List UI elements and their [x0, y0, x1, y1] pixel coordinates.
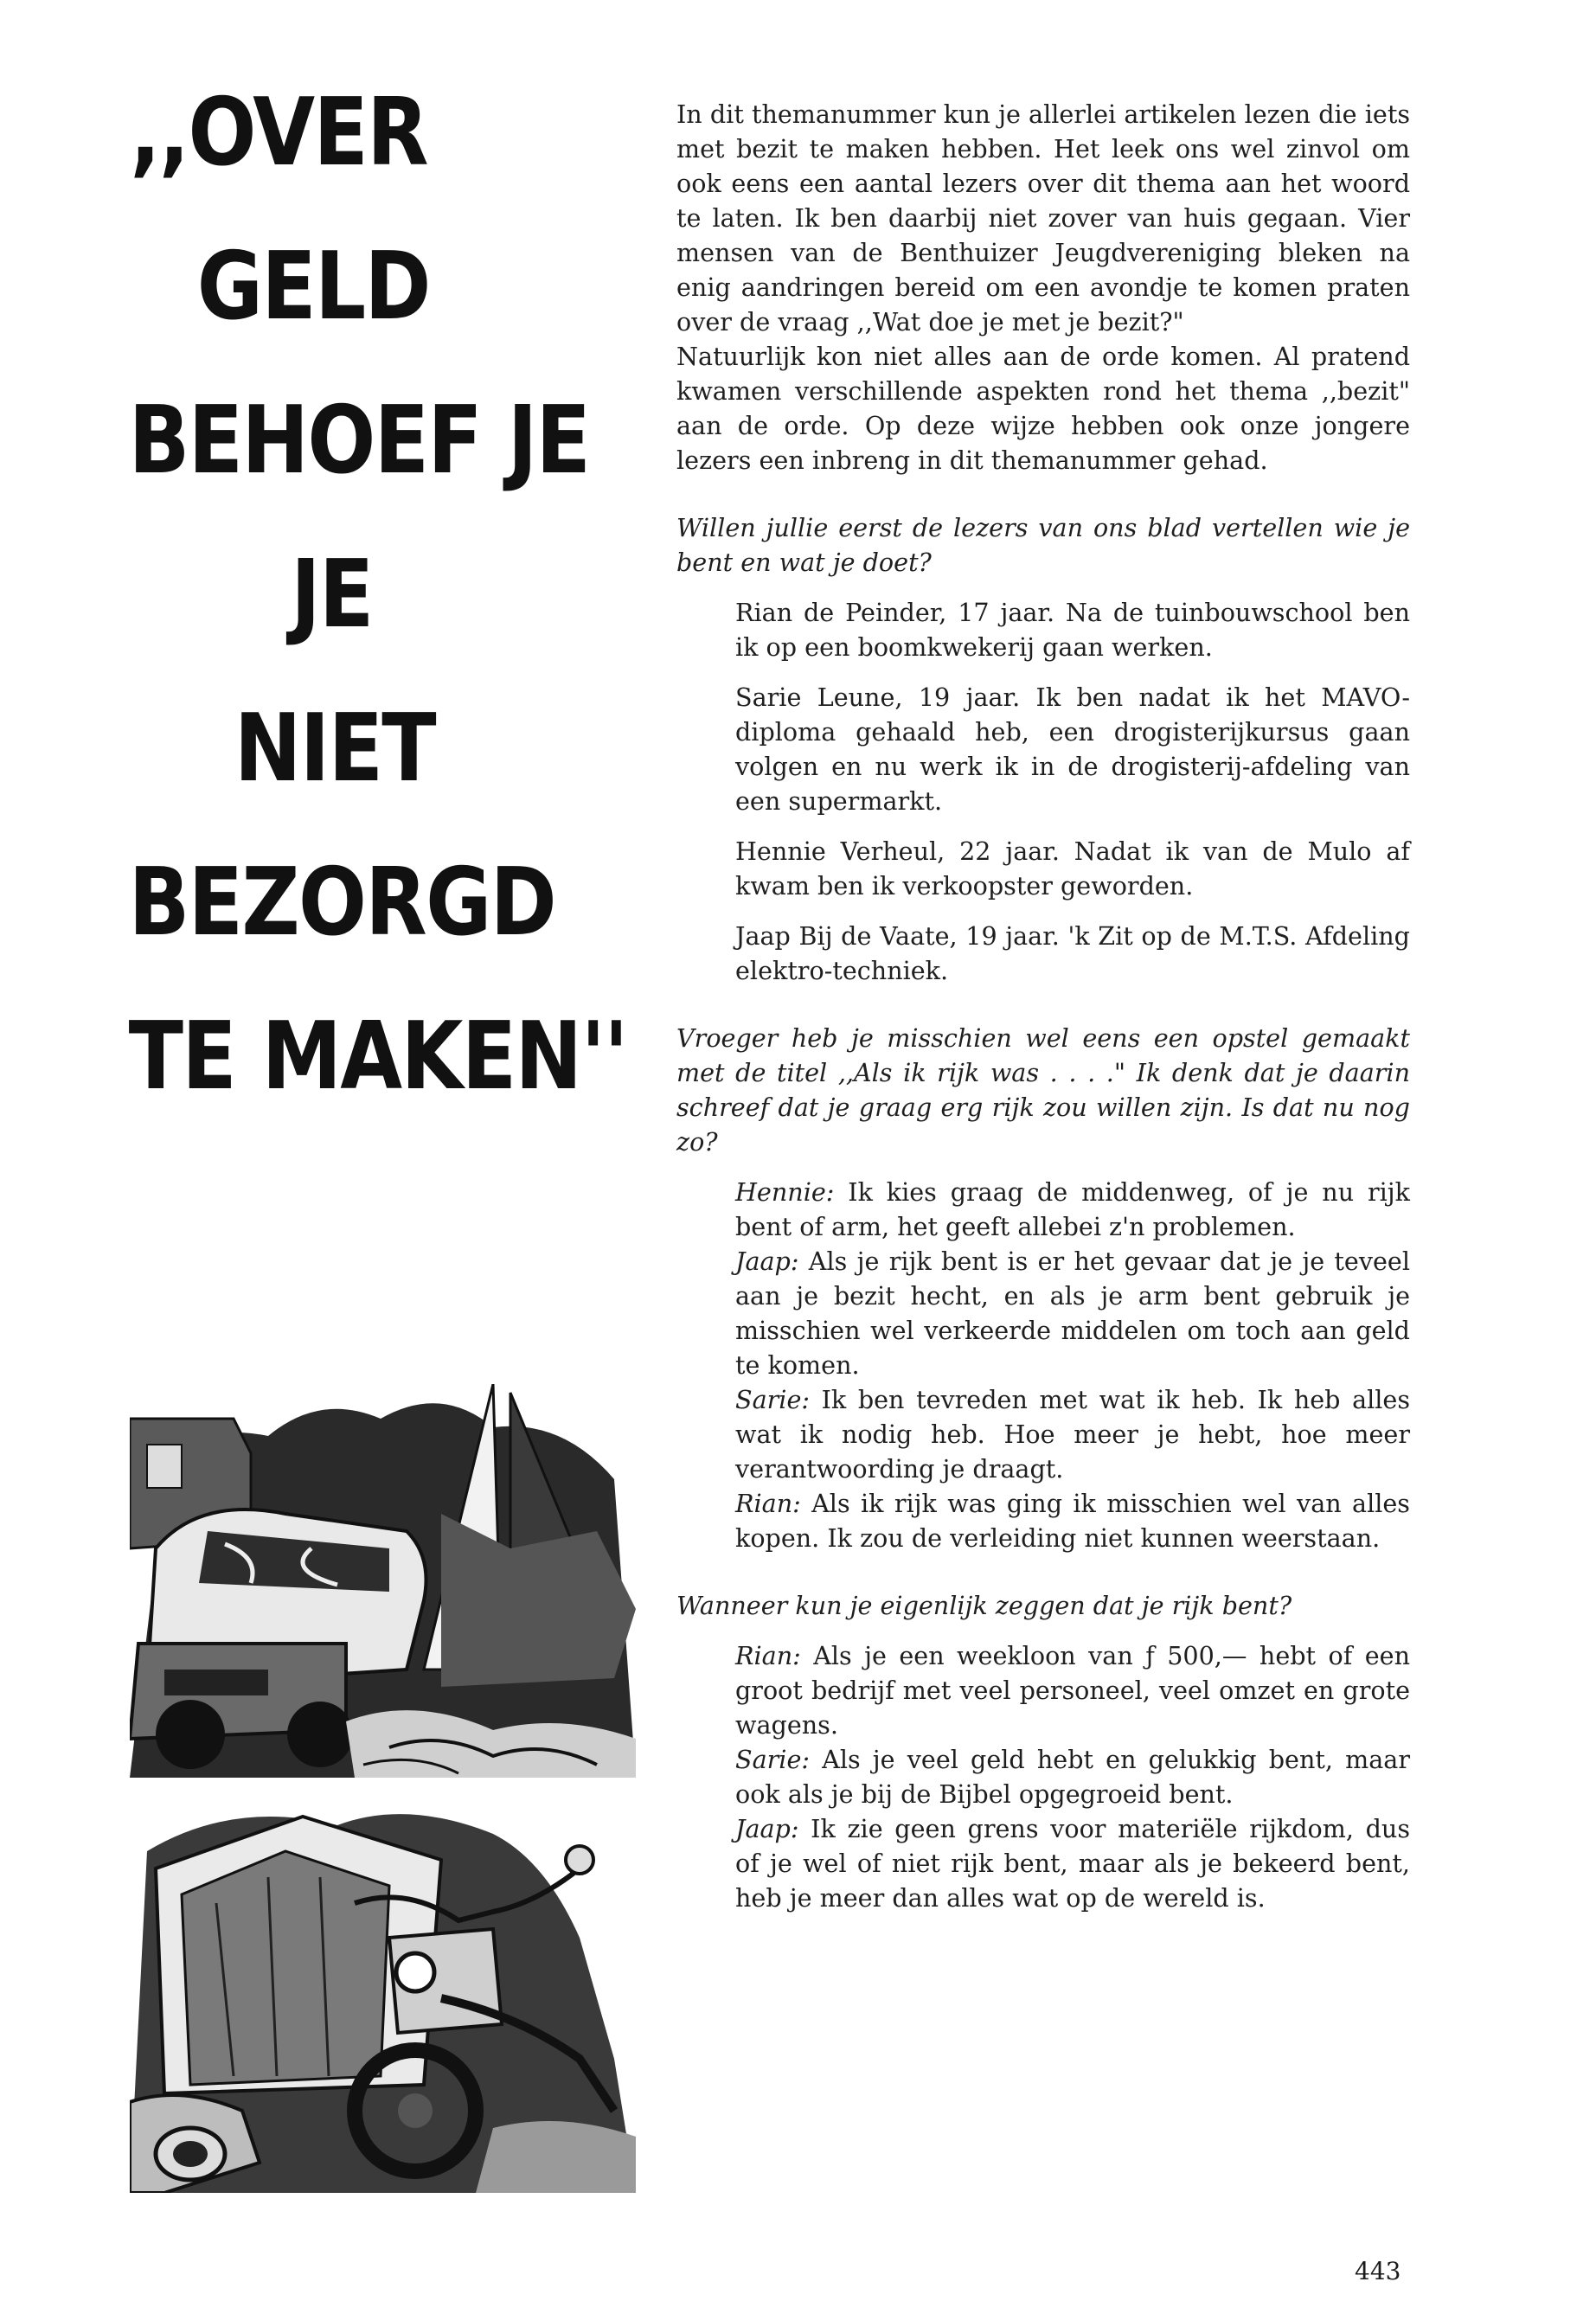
answer-rian-intro: Rian de Peinder, 17 jaar. Na de tuinbouwschool ben ik op een boomkwekerij gaan werken.: [735, 598, 1410, 662]
question-3: Wanneer kun je eigenlijk zeggen dat je rijk bent?: [676, 1591, 1292, 1620]
answer-rian-when-rich: Als je een weekloon van ƒ 500,— hebt of een groot bedrijf met veel personeel, veel omzet en grote wagens.: [735, 1641, 1410, 1740]
speaker-sarie-2: Sarie:: [735, 1745, 811, 1774]
illustration-cars-sailboat: [130, 1384, 636, 1778]
intro-paragraph: In dit themanummer kun je allerlei artikelen lezen die iets met bezit te maken hebben. Het leek ons wel zinvol om ook eens een aantal lezers over dit thema aan het woord te laten. Ik ben daarbij niet zover van huis gegaan. Vier mensen van de Benthuizer Jeugdvereniging bleken na enig aandringen bereid om een avondje te komen praten over de vraag ,,Wat doe je met je bezit?": [676, 99, 1410, 336]
speaker-rian-2: Rian:: [735, 1641, 801, 1670]
question-2: Vroeger heb je misschien wel eens een opstel gemaakt met de titel ,,Als ik rijk was . . . ." Ik denk dat je daarin schreef dat je graag erg rijk zou willen zijn. Is dat nu nog zo?: [676, 1023, 1410, 1157]
answer-sarie-intro: Sarie Leune, 19 jaar. Ik ben nadat ik het MAVO-diploma gehaald heb, een drogisterijkursus gaan volgen en nu werk ik in de drogisterij-afdeling van een supermarkt.: [735, 683, 1410, 816]
speaker-jaap: Jaap:: [735, 1247, 799, 1276]
answer-rian-rich: Als ik rijk was ging ik misschien wel van alles kopen. Ik zou de verleiding niet kunnen weerstaan.: [735, 1489, 1410, 1553]
title-line-5: NIET: [234, 695, 435, 803]
title-line-3: BEHOEF JE: [128, 387, 590, 495]
answer-hennie-rich: Ik kies graag de middenweg, of je nu rijk bent of arm, het geeft allebei z'n problemen.: [735, 1177, 1410, 1241]
title-line-2: GELD: [196, 233, 430, 341]
answer-sarie-rich: Ik ben tevreden met wat ik heb. Ik heb alles wat ik nodig heb. Hoe meer je hebt, hoe meer verantwoording je draagt.: [735, 1385, 1410, 1484]
title-line-6: BEZORGD: [128, 849, 555, 957]
question-1: Willen jullie eerst de lezers van ons blad vertellen wie je bent en wat je doet?: [676, 513, 1410, 577]
illustration-tent-motorbike: [130, 1799, 636, 2193]
speaker-jaap-2: Jaap:: [735, 1814, 799, 1843]
title-line-7: TE MAKEN'': [128, 1003, 627, 1111]
speaker-rian: Rian:: [735, 1489, 801, 1518]
answers-block-3: [676, 1638, 1410, 1915]
article-body: [676, 97, 1410, 1915]
title-line-4: JE: [291, 541, 373, 649]
answer-hennie-intro: Hennie Verheul, 22 jaar. Nadat ik van de Mulo af kwam ben ik verkoopster geworden.: [735, 836, 1410, 901]
answer-jaap-when-rich: Ik zie geen grens voor materiële rijkdom, dus of je wel of niet rijk bent, maar als je bekeerd bent, heb je meer dan alles wat op de wereld is.: [735, 1814, 1410, 1913]
answer-jaap-intro: Jaap Bij de Vaate, 19 jaar. 'k Zit op de M.T.S. Afdeling elektro-techniek.: [735, 921, 1410, 985]
answer-sarie-when-rich: Als je veel geld hebt en gelukkig bent, maar ook als je bij de Bijbel opgegroeid bent.: [735, 1745, 1410, 1809]
title-line-1: ,,OVER: [130, 79, 427, 187]
answers-block-2: [676, 1175, 1410, 1555]
speaker-hennie: Hennie:: [735, 1177, 835, 1207]
answer-jaap-rich: Als je rijk bent is er het gevaar dat je je teveel aan je bezit hecht, en als je arm bent gebruik je misschien wel verkeerde middelen om toch aan geld te komen.: [735, 1247, 1410, 1380]
article-title: [121, 79, 627, 1164]
page-number: 443: [1355, 2257, 1401, 2285]
speaker-sarie: Sarie:: [735, 1385, 811, 1414]
intro-paragraph-2: Natuurlijk kon niet alles aan de orde komen. Al pratend kwamen verschillende aspekten rond het thema ,,bezit" aan de orde. Op deze wijze hebben ook onze jongere lezers een inbreng in dit themanummer gehad.: [676, 342, 1410, 475]
